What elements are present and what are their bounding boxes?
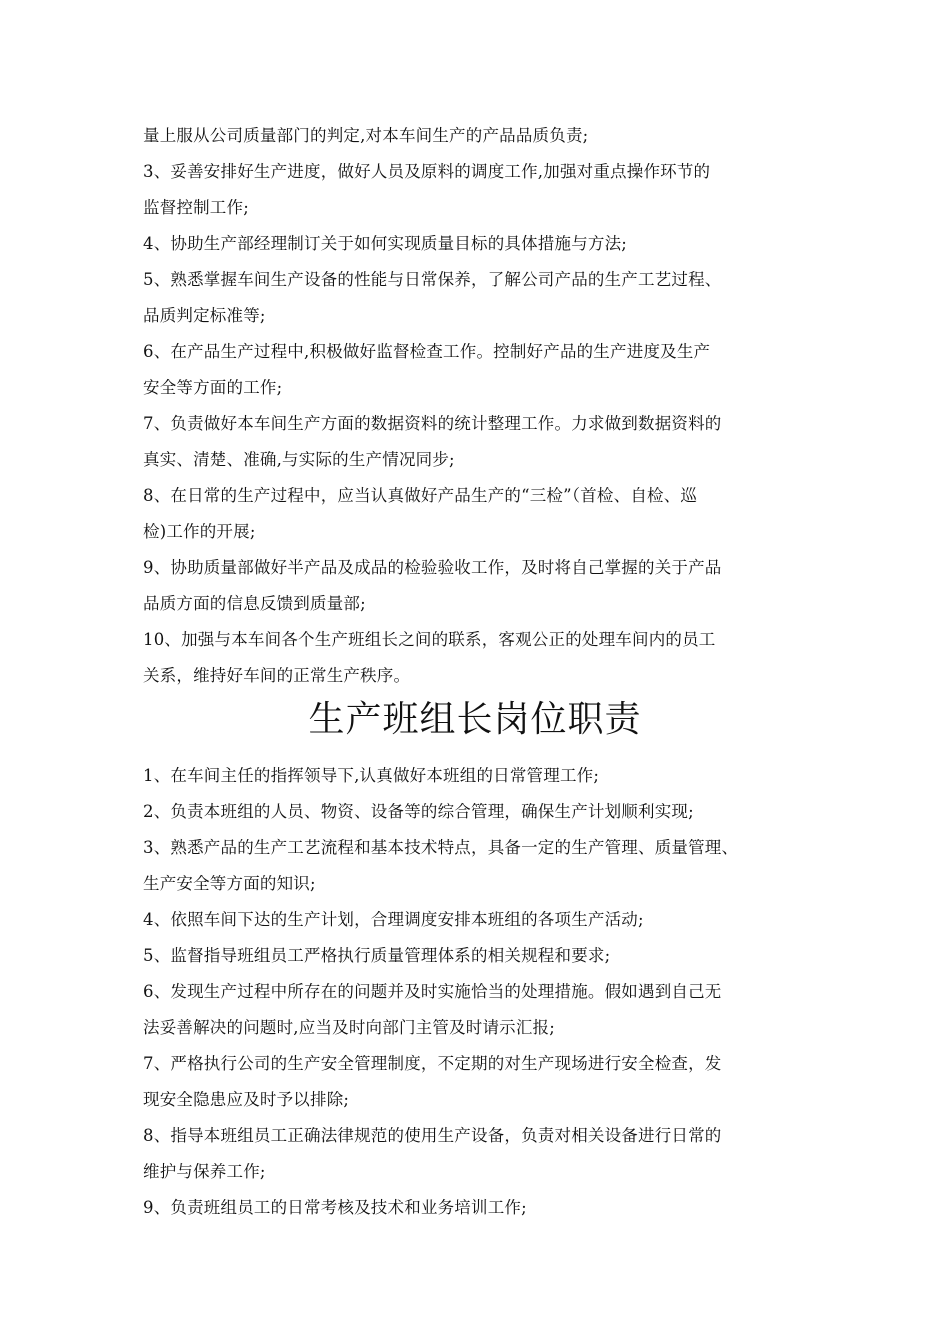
section-heading: 生产班组长岗位职责 (308, 699, 642, 740)
text-line: 10、加强与本车间各个生产班组长之间的联系，客观公正的处理车间内的员工 (143, 630, 716, 649)
workshop-duties-continued (143, 118, 823, 694)
text-line: 检)工作的开展; (143, 522, 256, 541)
text-line: 7、负责做好本车间生产方面的数据资料的统计整理工作。力求做到数据资料的 (143, 414, 722, 433)
text-line: 5、熟悉掌握车间生产设备的性能与日常保养，了解公司产品的生产工艺过程、 (143, 270, 722, 289)
text-line: 安全等方面的工作; (143, 378, 283, 397)
text-line: 7、严格执行公司的生产安全管理制度，不定期的对生产现场进行安全检查，发 (143, 1054, 722, 1073)
text-line: 4、依照车间下达的生产计划，合理调度安排本班组的各项生产活动; (143, 910, 644, 929)
team-leader-duties (143, 758, 823, 1226)
text-line: 9、协助质量部做好半产品及成品的检验验收工作，及时将自己掌握的关于产品 (143, 558, 722, 577)
text-line: 8、在日常的生产过程中，应当认真做好产品生产的“三检”（首检、自检、巡 (143, 486, 698, 505)
text-line: 3、熟悉产品的生产工艺流程和基本技术特点，具备一定的生产管理、质量管理、 (143, 838, 739, 857)
text-line: 现安全隐患应及时予以排除; (143, 1090, 350, 1109)
text-line: 6、在产品生产过程中,积极做好监督检查工作。控制好产品的生产进度及生产 (143, 342, 711, 361)
text-line: 监督控制工作; (143, 198, 249, 217)
text-line: 维护与保养工作; (143, 1162, 266, 1181)
text-line: 3、妥善安排好生产进度，做好人员及原料的调度工作,加强对重点操作环节的 (143, 162, 711, 181)
text-line: 生产安全等方面的知识; (143, 874, 316, 893)
text-line: 法妥善解决的问题时,应当及时向部门主管及时请示汇报; (143, 1018, 556, 1037)
text-line: 8、指导本班组员工正确法律规范的使用生产设备，负责对相关设备进行日常的 (143, 1126, 722, 1145)
text-line: 品质判定标准等; (143, 306, 266, 325)
text-line: 9、负责班组员工的日常考核及技术和业务培训工作; (143, 1198, 527, 1217)
text-line: 关系，维持好车间的正常生产秩序。 (143, 666, 411, 685)
text-line: 真实、清楚、准确,与实际的生产情况同步; (143, 450, 455, 469)
text-line: 5、监督指导班组员工严格执行质量管理体系的相关规程和要求; (143, 946, 611, 965)
text-line: 6、发现生产过程中所存在的问题并及时实施恰当的处理措施。假如遇到自己无 (143, 982, 722, 1001)
text-line: 2、负责本班组的人员、物资、设备等的综合管理，确保生产计划顺利实现; (143, 802, 694, 821)
text-line: 品质方面的信息反馈到质量部; (143, 594, 366, 613)
text-line: 1、在车间主任的指挥领导下,认真做好本班组的日常管理工作; (143, 766, 600, 785)
text-line: 4、协助生产部经理制订关于如何实现质量目标的具体措施与方法; (143, 234, 628, 253)
text-line: 量上服从公司质量部门的判定,对本车间生产的产品品质负责; (143, 126, 589, 145)
